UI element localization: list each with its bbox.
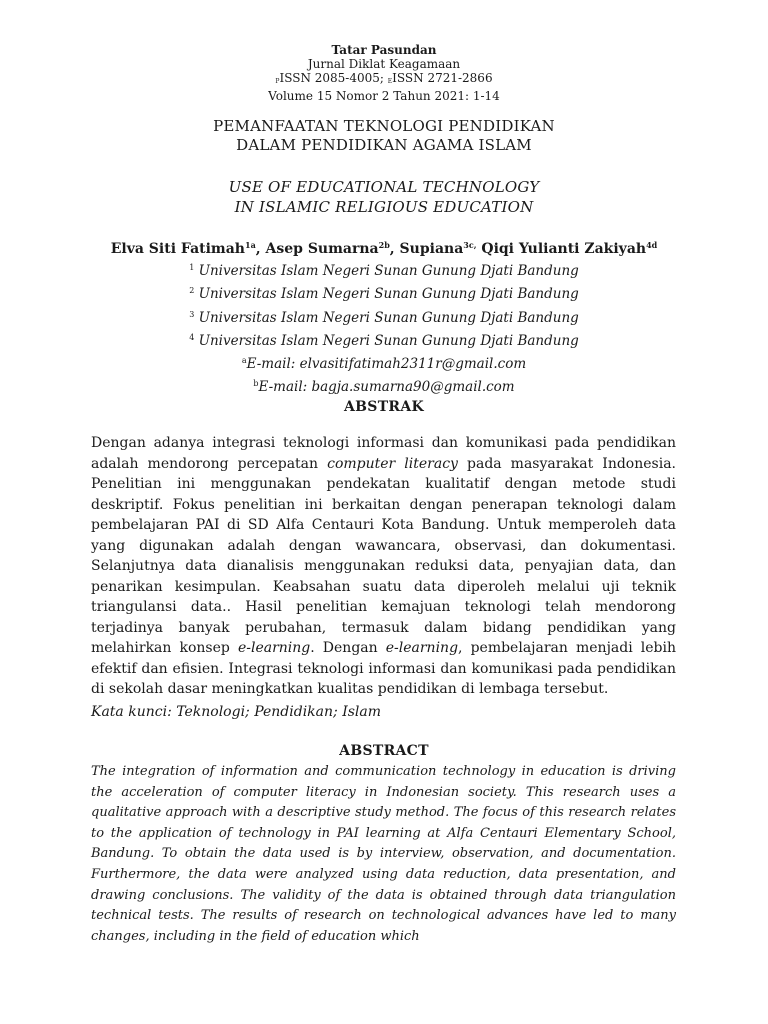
abstrak-heading: ABSTRAK [344, 399, 424, 415]
abstrak-text: pada masyarakat Indonesia. Penelitian ini menggunakan pendekatan kualitatif dengan metode studi deskriptif. Fokus penelitian ini berkaitan dengan penerapan teknologi dalam pembelajaran PAI di SD Alfa Centauri Kota Bandung. Untuk memperoleh data yang digunakan adalah dengan wawancara, observasi, dan dokumentasi. Selanjutnya data dianalisis menggunakan reduksi data, penyajian data, dan penarikan kesimpulan. Keabsahan suatu data diperoleh melalui uji teknik triangulansi data.. Hasil penelitian kemajuan teknologi telah mendorong terjadinya banyak perubahan, termasuk dalam bidang pendidikan yang melahirkan konsep [91, 455, 676, 656]
paper-title-english-line-2: IN ISLAMIC RELIGIOUS EDUCATION [234, 198, 534, 216]
email-sup: b [253, 379, 259, 389]
author-name: Supiana [399, 241, 464, 257]
email-text: E-mail: elvasitifatimah2311r@gmail.com [246, 356, 527, 373]
affiliation-text: Universitas Islam Negeri Sunan Gunung Djati Bandung [194, 309, 579, 326]
affiliation [0, 281, 768, 304]
affiliation [0, 305, 768, 328]
paper-title [0, 117, 768, 155]
abstrak-body [91, 433, 676, 700]
author-sup: 2b [378, 240, 390, 250]
affiliation-num: 3 [189, 309, 195, 319]
abstrak-italic: e-learning [237, 640, 311, 656]
journal-header [0, 43, 768, 103]
keywords: Kata kunci: Teknologi; Pendidikan; Islam [91, 704, 382, 720]
author-name: Elva Siti Fatimah [110, 241, 245, 257]
abstrak-paragraph [91, 433, 676, 700]
paper-title-english [0, 177, 768, 217]
abstract-body [91, 762, 676, 947]
abstrak-italic: computer literacy [327, 455, 458, 472]
paper-title-line-1: PEMANFAATAN TEKNOLOGI PENDIDIKAN [213, 117, 555, 135]
affiliation-text: Universitas Islam Negeri Sunan Gunung Djati Bandung [194, 286, 579, 303]
author-name: Qiqi Yulianti Zakiyah [481, 241, 647, 257]
abstrak-text: Dengan adanya integrasi teknologi informasi dan komunikasi pada pendidikan adalah mendorong percepatan [91, 435, 676, 472]
author-name: Asep Sumarna [265, 241, 379, 257]
abstract-heading: ABSTRACT [339, 743, 429, 759]
affiliation-text: Universitas Islam Negeri Sunan Gunung Djati Bandung [194, 332, 579, 349]
abstrak-text: . Dengan [310, 640, 386, 656]
email [0, 351, 768, 374]
author-list [0, 236, 768, 258]
affiliation-text: Universitas Islam Negeri Sunan Gunung Djati Bandung [194, 263, 579, 279]
author-sep: , [389, 241, 400, 257]
journal-name: Tatar Pasundan [331, 43, 437, 57]
author-sup: 4d [646, 240, 658, 250]
issn-line [0, 71, 768, 89]
issn-online: ISSN 2721-2866 [392, 71, 493, 85]
issn-online-prefix: E [387, 78, 393, 85]
paper-title-line-2: DALAM PENDIDIKAN AGAMA ISLAM [236, 136, 532, 154]
author-sup: 1a [245, 240, 256, 250]
affiliation [0, 328, 768, 351]
email-text: E-mail: bagja.sumarna90@gmail.com [258, 379, 515, 396]
paper-title-english-line-1: USE OF EDUCATIONAL TECHNOLOGY [228, 178, 540, 196]
author-sep: , [255, 241, 266, 257]
email [0, 374, 768, 397]
issn-print-prefix: P [275, 78, 280, 85]
affiliation-num: 4 [189, 332, 195, 342]
author-sup: 3c, [463, 240, 477, 250]
abstrak-italic: e-learning [385, 640, 459, 656]
affiliation-num: 1 [189, 263, 195, 272]
affiliation-num: 2 [189, 286, 195, 296]
affiliation-list [0, 258, 768, 398]
journal-subtitle: Jurnal Diklat Keagamaan [307, 57, 461, 71]
volume-info: Volume 15 Nomor 2 Tahun 2021: 1-14 [268, 89, 500, 103]
abstrak-text: , pembelajaran menjadi lebih efektif dan efisien. Integrasi teknologi informasi dan komunikasi pada pendidikan di sekolah dasar meningkatkan kualitas pendidikan di lembaga tersebut. [91, 640, 677, 697]
email-sup: a [241, 356, 247, 366]
affiliation [0, 258, 768, 281]
abstract-paragraph: The integration of information and communication technology in education is driving the acceleration of computer literacy in Indonesian society. This research uses a qualitative approach with a descriptive study method. The focus of this research relates to the application of technology in PAI learning at Alfa Centauri Elementary School, Bandung. To obtain the data used is by interview, observation, and documentation. Furthermore, the data were analyzed using data reduction, data presentation, and drawing conclusions. The validity of the data is obtained through data triangulation technical tests. The results of research on technological advances have led to many changes, including in the field of education which [91, 764, 676, 944]
issn-print: ISSN 2085-4005; [279, 71, 384, 85]
